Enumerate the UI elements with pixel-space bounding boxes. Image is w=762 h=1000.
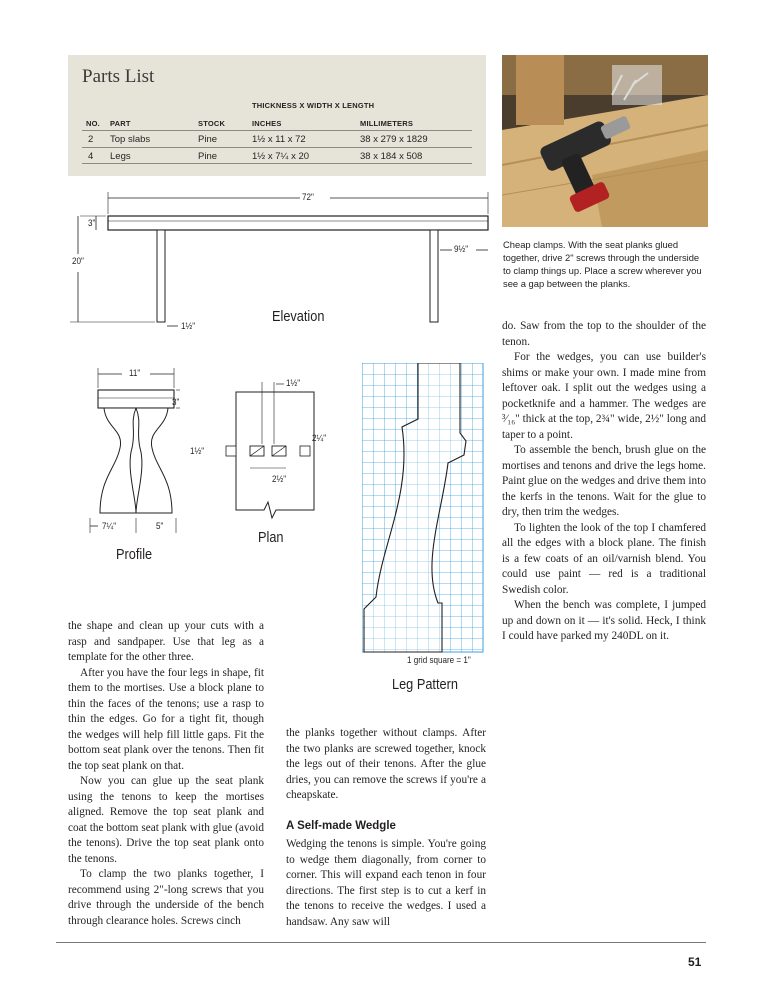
profile-label: Profile (116, 546, 153, 563)
plan-left-dim: 1½" (190, 446, 205, 457)
parts-list-group-header: THICKNESS X WIDTH X LENGTH (252, 101, 375, 110)
elevation-inset-dim: 9½" (454, 244, 469, 255)
parts-list-title: Parts List (82, 66, 155, 87)
body-column-2 (286, 726, 486, 804)
row-part: Legs (110, 151, 131, 162)
elevation-length-dim: 72" (302, 192, 314, 203)
profile-top-dim: 11" (129, 368, 141, 379)
paragraph: do. Saw from the top to the shoulder of the tenon. (502, 320, 706, 348)
col-header-part: PART (110, 119, 131, 128)
page-number: 51 (688, 955, 702, 969)
col-header-no: NO. (86, 119, 100, 128)
elevation-leg-dim: 1½" (181, 321, 196, 332)
row-mm: 38 x 279 x 1829 (360, 134, 428, 145)
table-rule (82, 163, 472, 164)
plan-label: Plan (258, 529, 284, 546)
paragraph: Now you can glue up the seat plank using the tenons to keep the mortises aligned. Remove the top seat plank and coat the bottom seat plank with glue (avoid the tenons). Drive the top seat plank onto the tenons. (68, 775, 264, 865)
body-column-3 (502, 319, 706, 645)
plan-right-dim: 2¼" (312, 433, 327, 444)
row-no: 4 (88, 151, 94, 162)
footer-rule (56, 942, 706, 943)
plan-bottom-dim: 2½" (272, 474, 287, 485)
elevation-label: Elevation (272, 308, 325, 325)
row-stock: Pine (198, 151, 218, 162)
col-header-stock: STOCK (198, 119, 226, 128)
paragraph: Wedging the tenons is simple. You're going to wedge them diagonally, from corner to corner. This will expand each tenon in four directions. The first step is to cut a kerf in the tenons to receive the wedges. I used a handsaw. Any saw will (286, 838, 486, 928)
profile-bottom-right-dim: 5" (156, 521, 164, 532)
table-rule (82, 130, 472, 131)
paragraph: the shape and clean up your cuts with a rasp and sandpaper. Use that leg as a template for the other three. (68, 620, 264, 663)
col-header-inches: INCHES (252, 119, 282, 128)
plan-drawing (220, 378, 340, 528)
profile-drawing (86, 368, 186, 538)
profile-thickness-dim: 3" (172, 397, 180, 408)
paragraph: To lighten the look of the top I chamfered all the edges with a block plane. The finish is a few coats of an oil/varnish blend. You could use paint — red is a traditional Swedish color. (502, 521, 706, 596)
row-inches: 1½ x 7¼ x 20 (252, 151, 310, 162)
plan-top-dim: 1½" (286, 378, 301, 389)
elevation-thickness-dim: 3" (88, 218, 96, 229)
row-mm: 38 x 184 x 508 (360, 151, 423, 162)
section-heading: A Self-made Wedgle (286, 820, 396, 832)
paragraph: When the bench was complete, I jumped up and down on it — it's solid. Heck, I think I could have parked my 240DL on it. (502, 599, 706, 642)
leg-pattern-label: Leg Pattern (392, 676, 458, 693)
elevation-height-dim: 20" (72, 256, 84, 267)
profile-bottom-left-dim: 7¼" (102, 521, 117, 532)
row-inches: 1½ x 11 x 72 (252, 134, 306, 145)
row-part: Top slabs (110, 134, 151, 145)
body-column-1 (68, 619, 264, 929)
paragraph: To clamp the two planks together, I recommend using 2"-long screws that you drive through the underside of the bench through clearance holes. Screws cinch (68, 868, 264, 927)
table-rule (82, 147, 472, 148)
clamping-photo (502, 55, 708, 227)
photo-caption: Cheap clamps. With the seat planks glued together, drive 2" screws through the underside to clamp things up. Place a screw wherever you see a gap between the planks. (503, 239, 702, 289)
body-column-2-continued (286, 837, 486, 930)
col-header-mm: MILLIMETERS (360, 119, 414, 128)
row-no: 2 (88, 134, 94, 145)
paragraph: For the wedges, you can use builder's shims or make your own. I made mine from leftover oak. I split out the wedges using a pocketknife and a hammer. The wedges are ³⁄₁₆" thick at the top, 2¾" wide, 2½" long and taper to a point. (502, 351, 706, 441)
paragraph: the planks together without clamps. After the two planks are screwed together, knock the legs out of their tenons. After the glue dries, you can remove the screws if you're a cheapskate. (286, 727, 486, 801)
grid-scale-note: 1 grid square = 1" (407, 655, 471, 666)
paragraph: To assemble the bench, brush glue on the mortises and tenons and drive the legs home. Paint glue on the wedges and drive them into the kerfs in the tenons. Wait for the glue to dry, then trim the wedges. (502, 444, 706, 518)
leg-pattern-grid (362, 363, 484, 653)
paragraph: After you have the four legs in shape, fit them to the mortises. Use a block plane to thin the faces of the tenons; use a rasp to thin the edges. Go for a tight fit, though the wedges will help fill little gaps. Fit the bottom seat plank over the tenons. Then fit the top seat plank on that. (68, 666, 264, 772)
row-stock: Pine (198, 134, 218, 145)
